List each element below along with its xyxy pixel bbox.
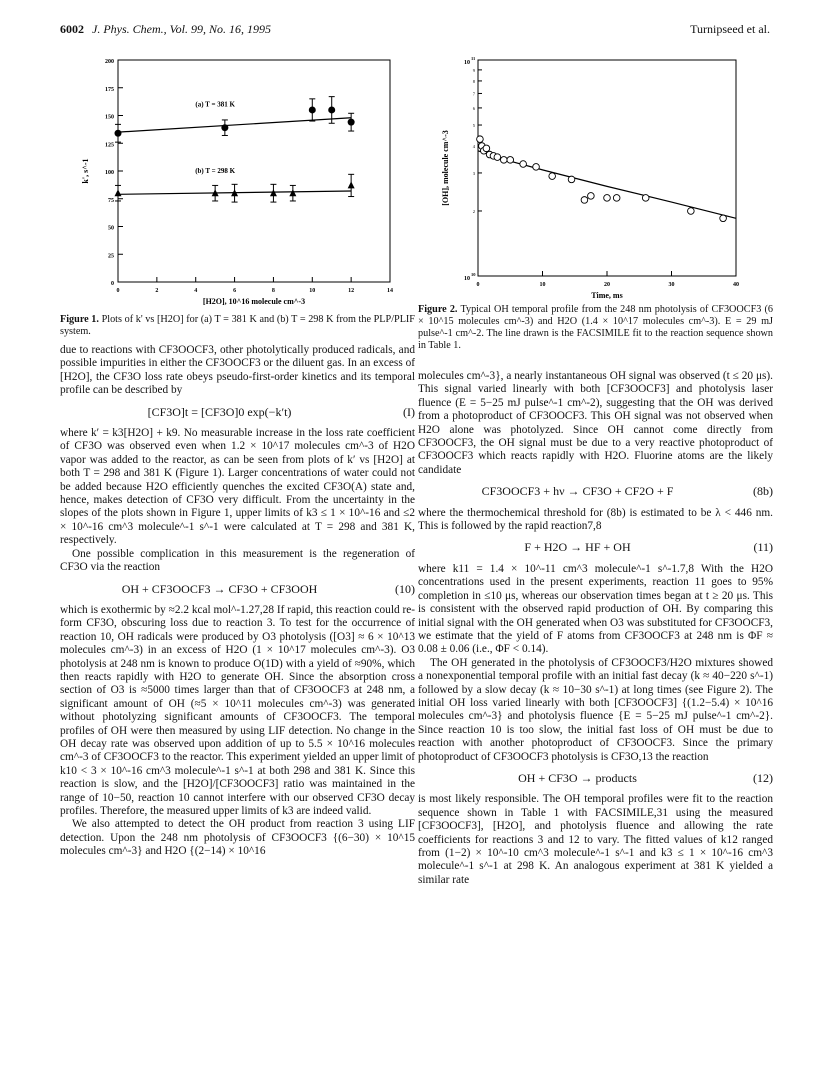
- equation-11-number: (11): [753, 540, 773, 555]
- equation-10-number: (10): [395, 581, 415, 596]
- data-point: [221, 124, 228, 131]
- figure-1-caption-label: Figure 1.: [60, 314, 99, 325]
- equation-10: [60, 583, 415, 596]
- x-tick-label: 2: [155, 288, 159, 294]
- figure-1: [60, 50, 420, 312]
- x-tick-label: 14: [387, 288, 393, 294]
- y-minor-tick-label: 9: [472, 67, 475, 73]
- x-tick-label: 20: [604, 282, 610, 288]
- data-point: [533, 164, 540, 171]
- equation-I-expression: [CF3O]t = [CF3O]0 exp(−k′t): [147, 404, 292, 419]
- x-tick-label: 0: [116, 288, 120, 294]
- data-point: [115, 130, 122, 137]
- figure-2-caption-label: Figure 2.: [418, 304, 458, 315]
- journal-citation: J. Phys. Chem., Vol. 99, No. 16, 1995: [92, 22, 271, 36]
- equation-12-number: (12): [753, 770, 773, 785]
- data-point: [568, 176, 575, 183]
- y-minor-tick-label: 5: [472, 123, 475, 129]
- equation-I: [60, 406, 415, 419]
- y-tick-label: 75: [108, 197, 114, 204]
- header-left: [60, 22, 271, 37]
- left-column: [60, 344, 415, 859]
- y-tick-label: 10: [464, 60, 470, 66]
- left-paragraph-1: due to reactions with CF3OOCF3, other photolytically produced radicals, and possible impurities in either the CF3OOCF3 or the diluent gas. In an excess of [H2O], the CF3O loss rate obeys pseudo-first-order kinetics and its temporal profile can be described by: [60, 344, 415, 397]
- data-point: [549, 173, 556, 180]
- y-minor-tick-label: 7: [472, 91, 475, 97]
- data-point: [309, 106, 316, 113]
- data-point: [289, 189, 296, 196]
- plot-frame: [478, 60, 736, 276]
- data-point: [348, 181, 355, 188]
- left-paragraph-2: where k′ = k3[H2O] + k9. No measurable increase in the loss rate coefficient of CF3O was observed even when 1.2 × 10^17 molecules cm^-3 of H2O vapor was added to the reactor, as can be seen from plots of k′ vs [H2O] at both T = 298 and 381 K (Figure 1). Larger concentrations of water could not be added because H2O efficiently quenches the excited CF3O(A) state and, hence, makes detection of CF3O very difficult. From the uncertainty in the slopes of the plots shown in Figure 1, upper limits of k3 ≤ 1 × 10^-16 and ≤2 × 10^-16 cm^3 molecule^-1 s^-1 were calculated at T = 298 and 381 K, respectively.: [60, 427, 415, 547]
- data-point: [588, 193, 595, 200]
- y-minor-tick-label: 8: [472, 78, 475, 84]
- figure-2-caption-text: Typical OH temporal profile from the 248 nm photolysis of CF3OOCF3 (6 × 10^15 molecules cm^-3) and H2O (1.4 × 10^17 molecules cm^-3). E = 29 mJ pulse^-1 cm^-2. The line drawn is the FACSIMILE fit to the reaction sequence shown in Table 1.: [418, 304, 773, 351]
- y-minor-tick-label: 2: [472, 208, 475, 214]
- series-label: (a) T = 381 K: [195, 100, 235, 109]
- equation-10-expression: OH + CF3OOCF3 → CF3O + CF3OOH: [121, 581, 318, 596]
- x-tick-label: 40: [733, 282, 739, 288]
- data-point: [613, 195, 620, 202]
- y-tick-label: 25: [108, 253, 114, 260]
- equation-12: [418, 772, 773, 785]
- left-paragraph-4: which is exothermic by ≈2.2 kcal mol^-1.27,28 If rapid, this reaction could re-form CF3O, obscuring loss due to reaction 3. To test for the occurrence of reaction 10, OH radicals were produced by O3 photolysis ([O3] ≈ 6 × 10^13 molecules cm^-3) in an excess of H2O (1 × 10^17 molecules cm^-3). O3 photolysis at 248 nm is known to produce O(1D) with a yield of ≈90%, which then reacts rapidly with H2O to generate OH. Since the absorption cross section of O3 is ≈5000 times larger than that of CF3OOCF3 at 248 nm, a significant amount of OH (≈5 × 10^11 molecules cm^-3) was generated without photolyzing significant amounts of CF3OOCF3. The temporal profiles of OH were then measured by using LIF detection. No change in the OH decay rate was observed upon addition of up to 5.5 × 10^16 molecules cm^-3 of CF3OOCF3 to the reactor. This experiment yielded an upper limit of k10 < 3 × 10^-16 cm^3 molecule^-1 s^-1 at both 298 and 381 K. Since this reaction is slow, and the [H2O]/[CF3OOCF3] ratio was maintained in the range of 10−50, reaction 10 cannot interfere with our observed CF3O decay profiles. Therefore, the measured upper limits of k3 are indeed valid.: [60, 603, 415, 817]
- data-point: [642, 195, 649, 202]
- right-paragraph-3: where k11 = 1.4 × 10^-11 cm^3 molecule^-1 s^-1.7,8 With the H2O concentrations used in the present experiments, reaction 11 goes to 95% completion in ≤10 μs, whereas our observation times began at t ≥ 20 μs. This is consistent with the observed rapid production of OH. By comparing this initial signal with the OH generated when O3 was substituted for CF3OOCF3, we estimate that the yield of F atoms from CF3OOCF3 at 248 nm is ΦF ≈ 0.08 ± 0.06 (i.e., ΦF < 0.14).: [418, 562, 773, 656]
- figure-2-caption: [418, 304, 773, 352]
- y-tick-label: 175: [105, 86, 114, 93]
- figure-2-chart: [418, 50, 780, 312]
- running-header: [60, 22, 770, 38]
- equation-12-expression: OH + CF3O → products: [518, 770, 637, 785]
- y-minor-tick-label: 4: [472, 143, 475, 149]
- y-minor-tick-label: 6: [472, 105, 475, 111]
- x-tick-label: 4: [194, 288, 198, 294]
- data-point: [507, 157, 514, 164]
- y-tick-label: 0: [111, 281, 114, 287]
- data-point: [477, 136, 484, 143]
- y-axis-label: k', s^-1: [81, 158, 90, 184]
- x-tick-label: 8: [271, 288, 275, 294]
- y-minor-tick-label: 3: [472, 170, 475, 176]
- x-axis-label: [H2O], 10^16 molecule cm^-3: [202, 297, 306, 306]
- y-tick-label: 100: [105, 170, 114, 176]
- equation-I-number: (I): [403, 404, 415, 419]
- fit-line: [478, 151, 736, 219]
- x-tick-label: 12: [348, 288, 355, 294]
- x-tick-label: 10: [309, 288, 316, 294]
- figure-2: [418, 50, 780, 312]
- right-paragraph-2: where the thermochemical threshold for (8b) is estimated to be λ < 446 nm. This is followed by the rapid reaction7,8: [418, 506, 773, 533]
- y-tick-exponent: 11: [471, 56, 476, 61]
- figure-1-caption-text: Plots of k' vs [H2O] for (a) T = 381 K and (b) T = 298 K from the PLP/PLIF system.: [60, 314, 415, 337]
- y-axis-label: [OH], molecule cm^-3: [441, 130, 450, 206]
- x-tick-label: 0: [476, 282, 480, 288]
- data-point: [581, 197, 588, 204]
- page-number: 6002: [60, 22, 84, 36]
- data-point: [520, 161, 527, 168]
- equation-11: [418, 541, 773, 554]
- y-tick-label: 50: [108, 225, 114, 232]
- left-paragraph-5: We also attempted to detect the OH product from reaction 3 using LIF detection. Upon the 248 nm photolysis of CF3OOCF3 {(6−30) × 10^15 molecules cm^-3} and H2O {(2−14) × 10^16: [60, 818, 415, 858]
- equation-8b: [418, 485, 773, 498]
- equation-8b-number: (8b): [753, 484, 773, 499]
- y-tick-label: 150: [105, 114, 114, 121]
- data-point: [688, 208, 695, 215]
- y-tick-label: 200: [105, 59, 114, 65]
- y-tick-exponent: 10: [471, 272, 476, 277]
- data-point: [115, 189, 122, 196]
- fit-line: [118, 118, 351, 132]
- data-point: [483, 145, 490, 152]
- data-point: [501, 157, 508, 164]
- data-point: [720, 215, 727, 222]
- x-axis-label: Time, ms: [591, 291, 623, 300]
- right-paragraph-5: is most likely responsible. The OH temporal profiles were fit to the reaction sequence shown in Table 1 with FACSIMILE,31 using the measured [CF3OOCF3], [H2O], and photolysis fluence and allowing the rate coefficients for reactions 3 and 12 to vary. The fitted values of k12 ranged from (1−2) × 10^-10 cm^3 molecule^-1 s^-1 and k3 ≤ 1 × 10^-16 cm^3 molecule^-1 s^-1 at 298 K. An analogous experiment at 381 K yielded a similar rate: [418, 793, 773, 886]
- series-label: (b) T = 298 K: [195, 167, 236, 176]
- right-paragraph-1: molecules cm^-3}, a nearly instantaneous OH signal was observed (t ≤ 20 μs). This signal varied linearly with both [CF3OOCF3] and photolysis laser fluence (E = 5−25 mJ pulse^-1 cm^-2), suggesting that the OH was derived from a photoproduct of CF3OOCF3. This OH signal was not observed when H2O alone was photolyzed. Since OH cannot come directly from CF3OOCF3, the OH signal must be due to a very reactive photoproduct of CF3OOCF3 which reacts rapidly with H2O. Fluorine atoms are the likely candidate: [418, 370, 773, 476]
- right-column: [418, 370, 773, 887]
- x-tick-label: 6: [233, 288, 237, 294]
- right-paragraph-4: The OH generated in the photolysis of CF3OOCF3/H2O mixtures showed a nonexponential temporal profile with an initial fast decay (k ≈ 40−220 s^-1) followed by a slow decay (k ≈ 10−30 s^-1) at long times (see Figure 2). The initial OH loss varied linearly with both [CF3OOCF3] {(1.2−5.4) × 10^16 molecules cm^-3} and photolysis fluence {E = 5−25 mJ pulse^-1 cm^-2}. Since reaction 10 is too slow, the initial fast loss of OH must be due to reaction with another photoproduct of CF3OOCF3. Since the primary photoproduct of CF3OOCF3 photolysis is CF3O,13 the reaction: [418, 656, 773, 763]
- y-tick-label: 125: [105, 142, 114, 149]
- data-point: [328, 106, 335, 113]
- x-tick-label: 10: [539, 282, 546, 288]
- equation-11-expression: F + H2O → HF + OH: [524, 540, 631, 555]
- y-tick-label: 10: [464, 276, 470, 282]
- equation-8b-expression: CF3OOCF3 + hν → CF3O + CF2O + F: [481, 484, 674, 499]
- left-paragraph-3: One possible complication in this measurement is the regeneration of CF3O via the reaction: [60, 547, 415, 574]
- data-point: [494, 154, 501, 161]
- data-point: [604, 195, 611, 202]
- x-tick-label: 30: [668, 282, 675, 288]
- data-point: [348, 119, 355, 126]
- header-authors: Turnipseed et al.: [690, 22, 770, 36]
- figure-1-chart: [60, 50, 420, 312]
- figure-1-caption: [60, 314, 415, 338]
- plot-frame: [118, 60, 390, 282]
